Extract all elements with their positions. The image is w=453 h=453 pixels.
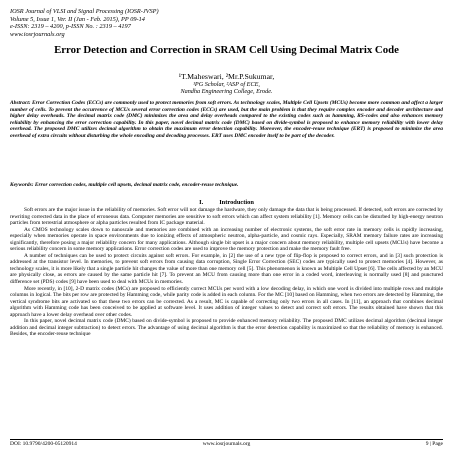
keywords-label: Keywords: bbox=[10, 182, 34, 188]
affiliation-role: ¹PG Scholar, ²ASP of ECE, bbox=[193, 81, 260, 88]
section-heading bbox=[0, 199, 453, 206]
footer-page-number: 9 | Page bbox=[425, 441, 443, 447]
abstract-label: Abstract: bbox=[10, 100, 31, 106]
paper-title: Error Detection and Correction in SRAM Cell Using Decimal Matrix Code bbox=[54, 44, 399, 56]
page-footer bbox=[10, 439, 443, 447]
paper-authors: ¹T.Maheswari, ²Mr.P.Sukumar, bbox=[178, 72, 275, 81]
keywords bbox=[10, 182, 443, 189]
abstract-text: Error Correction Codes (ECCs) are commonly used to protect memories from soft errors. As technology scales, Multiple Cell Upsets (MCUs) become more common and affect a larger number of cells. To prevent the occurrence of MCUs several error correction codes (ECCs) are used, but the main problem is that they require complex encoder and decoder architecture and higher delay overheads. The decimal matrix code (DMC) minimizes the area and delay overheads compared to the existing codes such as hamming, RS-codes and also enhances memory reliability by enhancing the error correction capability. In this paper, novel decimal matrix code (DMC) based on divide-symbol is proposed to enhance memory reliability with lower delay overhead. The proposed DMC utilizes decimal algorithm to obtain the maximum error detection capability. Moreover, the encoder-reuse technique (ERT) is proposed to minimize the area overhead of extra circuits without disturbing the whole encoding and decoding processes. ERT uses DMC encoder itself to be part of the decoder. bbox=[10, 100, 443, 139]
paragraph: A number of techniques can be used to protect circuits against soft errors. For example, in [2] the use of a new type of flip-flop is proposed to correct errors, and in [3] such protection is addressed at the transistor level. In memories, to prevent soft errors from causing data corruption, Single Error Correction (SEC) codes are typically used to protect memories [4]. However, as technology scales, it is more likely that a single particle hit changes the value of more than one memory cell [5]. This phenomenon is known as Multiple Cell Upset [6]. The cells affected by an MCU are physically close, as errors are caused by the same particle hit [7]. To prevent an MCU from causing more than one error in a coded word, interleaving is normally used [8] and punctured difference set (PDS) codes [9] have been used to deal with MCUs in memories. bbox=[10, 252, 443, 286]
abstract bbox=[10, 100, 443, 139]
body-text bbox=[10, 207, 443, 338]
paragraph: In this paper, novel decimal matrix code (DMC) based on divide-symbol is proposed to provide enhanced memory reliability. The proposed DMC utilizes decimal algorithm (decimal integer addition and decimal integer subtraction) to detect errors. The advantage of using decimal algorithm is that the error detection capability is maximized so that the reliability of memory is enhanced. Besides, the encoder-reuse technique bbox=[10, 318, 443, 338]
section-title: Introduction bbox=[219, 199, 254, 206]
affiliation-institution: Nandha Engineering College, Erode. bbox=[180, 88, 273, 96]
paragraph: As CMOS technology scales down to nanoscale and memories are combined with an increasing number of electronic systems, the soft error rate in memory cells is rapidly increasing, especially when memories operate in space environments due to ionizing effects of atmospheric neutron, alpha-particle, and cosmic rays. Especially, SRAM memory failure rates are increasing significantly, therefore posing a major reliability concern for many applications. Although single bit upset is a major concern about memory reliability, multiple cell upsets (MCUs) have become a serious reliability concern in some memory applications. Error correction codes are used to improve the memory protection and make the memory fault free. bbox=[10, 226, 443, 253]
footer-doi: DOI: 10.9790/4200-05120914 bbox=[10, 441, 77, 447]
author-affiliation bbox=[20, 81, 433, 95]
paragraph: More recently, in [10], 2-D matrix codes (MCs) are proposed to efficiently correct MCUs per word with a low decoding delay, in which one word is divided into multiple rows and multiple columns in logical. The bits per row are protected by Hamming code, while parity code is added in each column. For the MC [10] based on Hamming, when two errors are detected by Hamming, the vertical syndrome bits are activated so that these two errors can be corrected. As a result, MC is capable of correcting only two errors in all cases. In [11], an approach that combines decimal algorithm with Hamming code has been conceived to be applied at software level. It uses addition of integer values to detect and correct soft errors. The results obtained have shown that this approach have a lower delay overhead over other codes. bbox=[10, 285, 443, 318]
journal-issn: e-ISSN: 2319 – 4200, p-ISSN No. : 2319 – 4197 bbox=[10, 23, 131, 31]
paragraph: Soft errors are the major issue in the reliability of memories. Soft error will not damage the hardware, they only damage the data that is being processed. If detected, soft errors are corrected by rewriting corrected data in the place of erroneous data. Computer memories are sensitive to soft errors which can affect system reliability [1]. Memory cells can be disturbed by high-energy neutron particles from terrestrial atmosphere or alpha particles resulted from IC package material. bbox=[10, 207, 443, 227]
journal-header bbox=[10, 8, 310, 38]
section-number: I. bbox=[199, 199, 204, 206]
journal-website: www.iosrjournals.org bbox=[10, 30, 65, 38]
journal-name: IOSR Journal of VLSI and Signal Processing (IOSR-JVSP) bbox=[10, 8, 159, 15]
journal-volume: Volume 5, Issue 1, Ver. II (Jan - Feb. 2015), PP 09-14 bbox=[10, 15, 145, 23]
footer-website: www.iosrjournals.org bbox=[202, 441, 251, 447]
keywords-text: Error correction codes, multiple cell upsets, decimal matrix code, encoder-reuse technique. bbox=[33, 182, 239, 188]
